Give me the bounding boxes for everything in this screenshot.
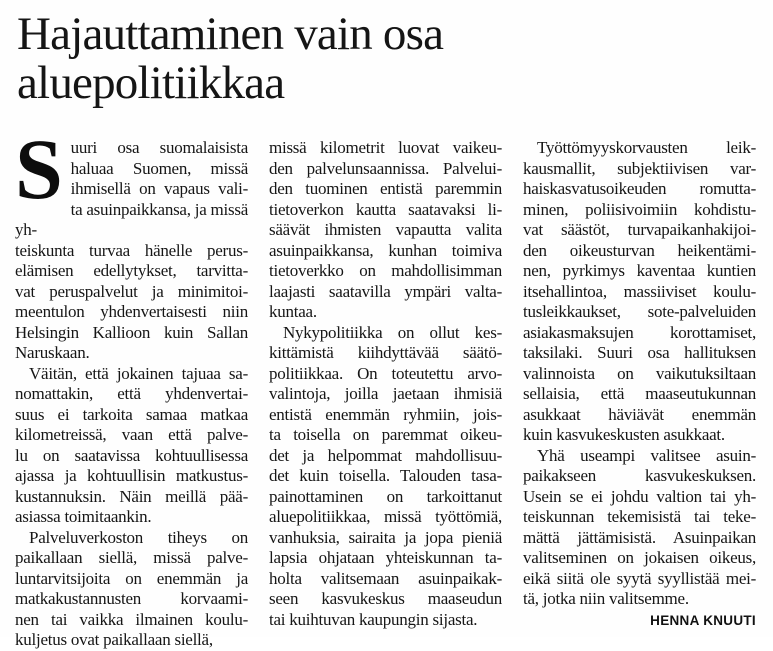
text-line: sellaisia, että maaseutukunnan bbox=[523, 384, 756, 403]
text-line: det kuin toisella. Talouden tasa- bbox=[269, 466, 502, 485]
text-line: säävät ihmisten vapautta valita bbox=[269, 220, 502, 239]
text-line: valitseminen on jokaisen oikeus, bbox=[523, 548, 756, 567]
paragraph bbox=[15, 528, 248, 651]
text-line: den palvelunsaannissa. Palvelui- bbox=[269, 158, 502, 178]
text-line: Nykypolitiikka on ollut kes- bbox=[283, 322, 502, 342]
text-line: ta toisella on paremmat oikeu- bbox=[269, 425, 502, 444]
text-line: holta valitsemaan asuinpaikak- bbox=[269, 568, 502, 588]
text-line: seen kasvukeskus maaseudun bbox=[269, 589, 502, 608]
text-line: ta asuinpaikkansa, ja missä yh- bbox=[15, 199, 248, 239]
text-line: missä kilometrit luovat vaikeu- bbox=[269, 138, 502, 157]
text-line: nen tai vaikka ilmainen koulu- bbox=[15, 609, 248, 629]
text-line: entistä enemmän ryhmiin, jois- bbox=[269, 404, 502, 424]
text-line: det ja helpommat mahdollisuu- bbox=[269, 445, 502, 465]
paragraph bbox=[269, 323, 502, 631]
text-line: asuinpaikkansa, kunhan toimiva bbox=[269, 240, 502, 260]
article-column bbox=[15, 121, 248, 651]
article-byline: HENNA KNUUTI bbox=[650, 612, 756, 628]
text-line: kuntaa. bbox=[269, 302, 317, 321]
text-line: minen, poliisivoimiin kohdistu- bbox=[523, 199, 756, 219]
text-line: kuljetus ovat paikallaan siellä, bbox=[15, 630, 213, 649]
paragraph bbox=[15, 121, 248, 364]
headline-line-1: Hajauttaminen vain osa bbox=[17, 8, 444, 60]
text-line: den tuominen entistä paremmin bbox=[269, 179, 502, 198]
text-line: ihmisellä on vapaus vali- bbox=[70, 179, 248, 198]
text-line: Väitän, että jokainen tajuaa sa- bbox=[29, 363, 248, 383]
text-line: ajassa ja kohtuullisin matkustus- bbox=[15, 466, 248, 485]
text-line: uuri osa suomalaisista bbox=[70, 138, 248, 157]
headline-line-2: aluepolitiikkaa bbox=[17, 57, 285, 109]
article-column bbox=[269, 138, 502, 651]
drop-cap: S bbox=[15, 121, 63, 217]
text-line: kustannuksin. Näin meillä pää- bbox=[15, 486, 248, 506]
text-line: Naruskaan. bbox=[15, 343, 90, 362]
text-line: lu on saatavissa kohtuullisessa bbox=[15, 445, 248, 465]
text-line: haluaa Suomen, missä bbox=[70, 158, 248, 178]
text-line: nomattakin, että yhdenvertai- bbox=[15, 384, 248, 403]
text-line: asiassa toimitaankin. bbox=[15, 507, 152, 526]
text-line: tusleikkaukset, sote-palveluiden bbox=[523, 302, 756, 321]
paragraph bbox=[269, 138, 502, 323]
text-line: teiskunta turvaa hänelle perus- bbox=[15, 240, 248, 260]
article-body bbox=[15, 121, 756, 651]
text-line: vanhuksia, sairaita ja jopa pieniä bbox=[269, 527, 502, 547]
text-line: haiskasvatusoikeuden romutta- bbox=[523, 179, 756, 198]
text-line: aluepolitiikkaa, missä työttömiä, bbox=[269, 507, 502, 526]
text-line: vat säästöt, turvapaikanhakijoi- bbox=[523, 220, 756, 239]
text-line: elämisen edellytykset, tarvitta- bbox=[15, 261, 248, 280]
text-line: politiikkaa. On toteutettu arvo- bbox=[269, 363, 502, 383]
paragraph bbox=[523, 138, 756, 446]
text-line: valinnoista on vaikutuksiltaan bbox=[523, 363, 756, 383]
text-line: laajasti saatavilla ympäri valta- bbox=[269, 281, 502, 301]
text-line: valintoja, joilla jaetaan ihmisiä bbox=[269, 384, 502, 403]
text-line: kuin kasvukeskusten asukkaat. bbox=[523, 425, 725, 444]
text-line: painottaminen on tarkoittanut bbox=[269, 486, 502, 506]
text-line: kittämistä kiihdyttävää säätö- bbox=[269, 343, 502, 362]
text-line: mättä jättämisistä. Asuinpaikan bbox=[523, 527, 756, 547]
text-line: teiskunnan tekemisistä tai teke- bbox=[523, 507, 756, 526]
text-line: luntarvitsijoita on enemmän ja bbox=[15, 568, 248, 588]
text-line: tai kuihtuvan kaupungin sijasta. bbox=[269, 609, 478, 629]
text-line: Helsingin Kallioon kuin Sallan bbox=[15, 322, 248, 342]
paragraph bbox=[15, 364, 248, 528]
text-line: nen, pyrkimys kaventaa kuntien bbox=[523, 261, 756, 280]
text-line: Työttömyyskorvausten leik- bbox=[537, 138, 756, 157]
text-line: vat peruspalvelut ja minimitoi- bbox=[15, 281, 248, 301]
article-column bbox=[523, 138, 756, 651]
text-line: asukkaat häviävät enemmän bbox=[523, 404, 756, 424]
text-line: tietoverkko on mahdollisimman bbox=[269, 261, 502, 280]
text-line: Yhä useampi valitsee asuin- bbox=[537, 445, 756, 465]
article-headline bbox=[17, 10, 756, 108]
text-line: paikallaan siellä, missä palve- bbox=[15, 548, 248, 567]
text-line: kilometreissä, vaan että palve- bbox=[15, 425, 248, 444]
text-line: eikä siitä ole syytä syyllistää mei- bbox=[523, 568, 756, 588]
text-line: paikakseen kasvukeskuksen. bbox=[523, 466, 756, 485]
text-line: suus ei tarkoita samaa matkaa bbox=[15, 404, 248, 424]
text-line: taksilaki. Suuri osa hallituksen bbox=[523, 343, 756, 362]
text-line: Usein se ei johdu valtion tai yh- bbox=[523, 486, 756, 506]
text-line: Palveluverkoston tiheys on bbox=[29, 527, 248, 547]
text-line: tä, jotka niin valitsemme. bbox=[523, 589, 689, 608]
paragraph bbox=[523, 446, 756, 610]
text-line: kausmallit, subjektiivisen var- bbox=[523, 158, 756, 178]
text-line: tietoverkon kautta saatavaksi li- bbox=[269, 199, 502, 219]
text-line: meentulon yhdenvertaisesti niin bbox=[15, 302, 248, 321]
text-line: itsehallintoa, massiiviset koulu- bbox=[523, 281, 756, 301]
text-line: den oikeusturvan heikentämi- bbox=[523, 240, 756, 260]
text-line: lapsia ohjataan yhteiskunnan ta- bbox=[269, 548, 502, 567]
text-line: asiakasmaksujen korottamiset, bbox=[523, 322, 756, 342]
text-line: matkakustannusten korvaami- bbox=[15, 589, 248, 608]
